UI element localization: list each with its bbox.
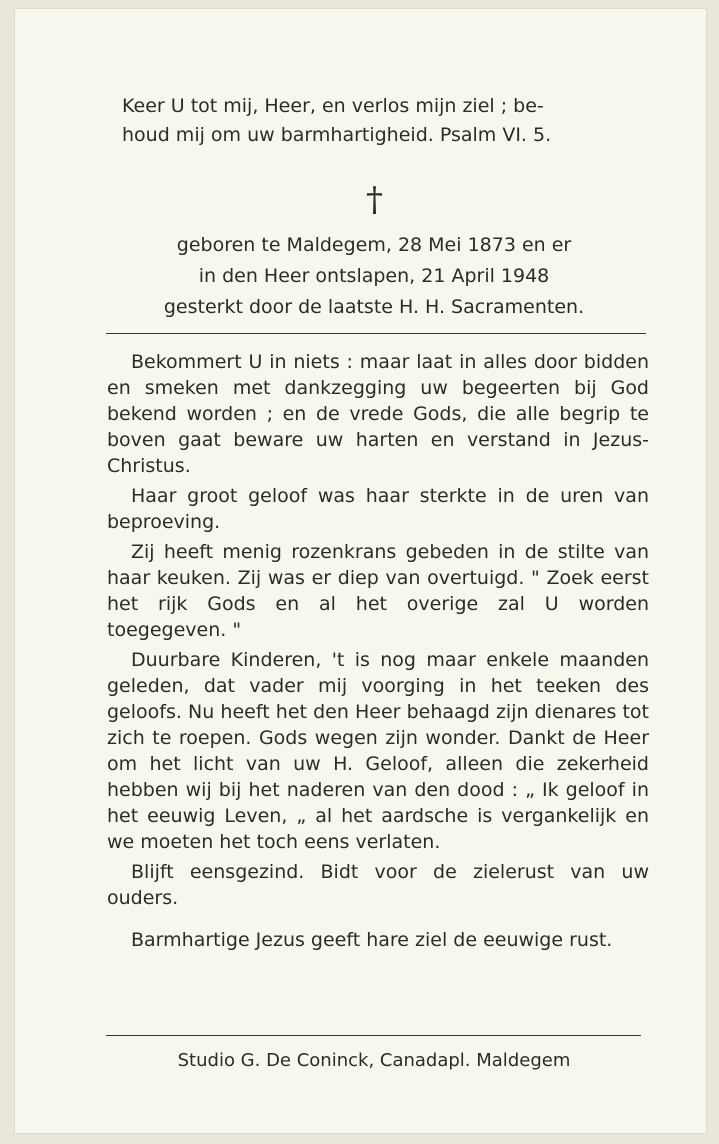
psalm-verse-line-1: Keer U tot mij, Heer, en verlos mijn ziel ; be- <box>122 95 544 117</box>
paragraph-unity: Blijft eensgezind. Bidt voor de zielerust van uw ouders. <box>107 861 649 909</box>
paragraph-prayer: Barmhartige Jezus geeft hare ziel de eeuwige rust. <box>131 929 613 951</box>
paragraph-scripture: Bekommert U in niets : maar laat in alles door bidden en smeken met dankzegging uw begeerten bij God bekend worden ; en de vrede Gods, die alle begrip te boven gaat beware uw harten en verstand in Jezus-Christus. <box>107 351 649 477</box>
sacraments-line: gesterkt door de laatste H. H. Sacramenten. <box>163 296 585 318</box>
life-dates <box>94 230 654 323</box>
divider-top <box>106 333 646 334</box>
cross-icon: † <box>366 180 383 220</box>
paragraph-faith: Haar groot geloof was haar sterkte in de uren van beproeving. <box>107 485 649 533</box>
divider-bottom <box>106 1035 641 1036</box>
birth-line: geboren te Maldegem, 28 Mei 1873 en er <box>176 234 572 256</box>
memorial-card <box>14 8 707 1134</box>
death-line: in den Heer ontslapen, 21 April 1948 <box>198 265 550 287</box>
paragraph-children: Duurbare Kinderen, 't is nog maar enkele maanden geleden, dat vader mij voorging in het teeken des geloofs. Nu heeft het den Heer behaagd zijn dienares tot zich te roepen. Gods wegen zijn wonder. Dankt de Heer om het licht van uw H. Geloof, alleen die zekerheid hebben wij bij het naderen van den dood : „ Ik geloof in het eeuwig Leven, „ al het aardsche is vergankelijk en we moeten het toch eens verlaten. <box>107 649 649 853</box>
studio-credit: Studio G. De Coninck, Canadapl. Maldegem <box>177 1050 571 1071</box>
psalm-verse <box>122 92 652 150</box>
psalm-verse-line-2: houd mij om uw barmhartigheid. Psalm VI. 5. <box>122 124 552 146</box>
paragraph-rosary: Zij heeft menig rozenkrans gebeden in de stilte van haar keuken. Zij was er diep van overtuigd. " Zoek eerst het rijk Gods en al het overige zal U worden toegegeven. " <box>107 541 649 641</box>
memorial-text <box>107 349 649 957</box>
